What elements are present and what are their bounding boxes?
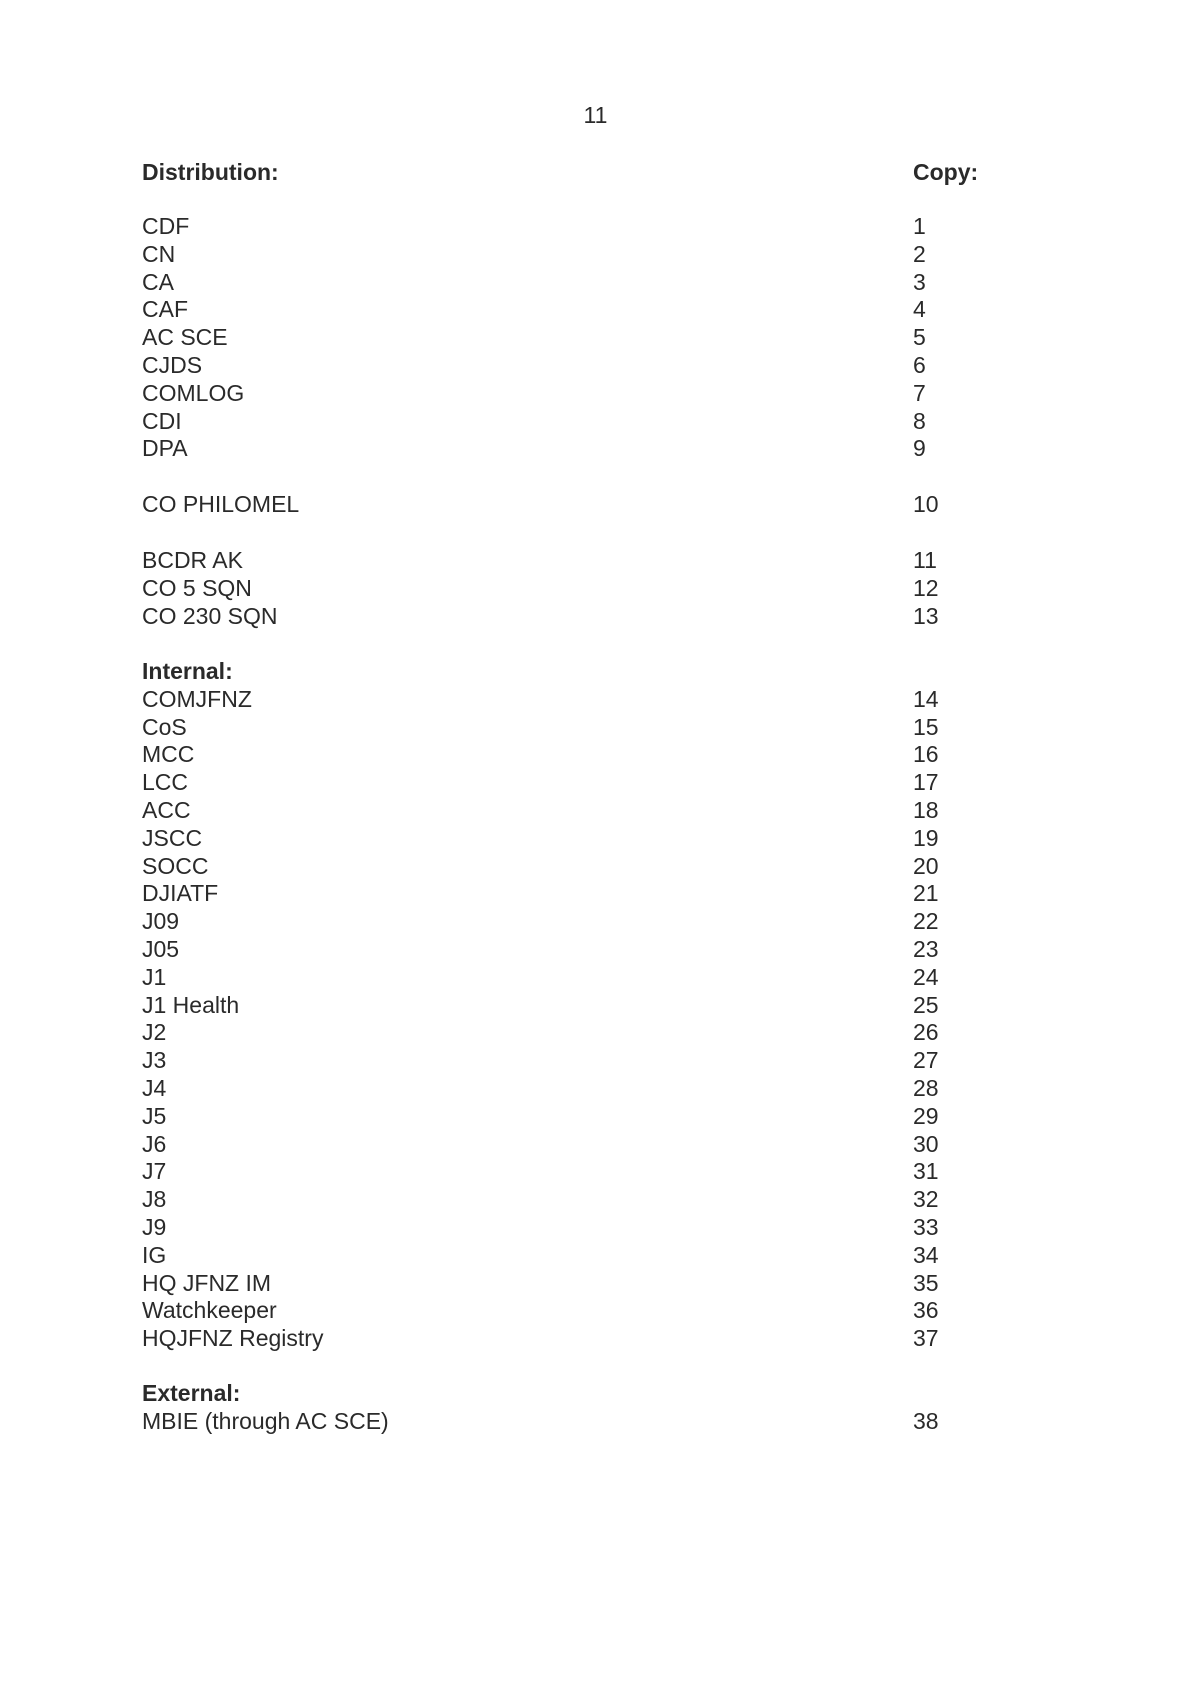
internal-section — [0, 658, 1191, 1353]
list-item — [0, 269, 1191, 297]
copy-number: 2 — [913, 240, 926, 267]
copy-number: 12 — [913, 574, 939, 601]
distribution-group-2 — [0, 491, 1191, 519]
copy-number: 20 — [913, 852, 939, 879]
list-item — [0, 547, 1191, 575]
recipient-name: CO 230 SQN — [142, 602, 278, 629]
copy-number: 13 — [913, 602, 939, 629]
list-item — [0, 603, 1191, 631]
list-item — [0, 1158, 1191, 1186]
copy-number: 25 — [913, 991, 939, 1018]
recipient-name: CAF — [142, 296, 188, 323]
copy-number: 4 — [913, 296, 926, 323]
distribution-header — [0, 156, 1191, 188]
internal-heading: Internal: — [142, 658, 233, 684]
recipient-name: CO 5 SQN — [142, 574, 252, 601]
copy-number: 15 — [913, 713, 939, 740]
list-item — [0, 324, 1191, 352]
list-item — [0, 213, 1191, 241]
copy-number: 22 — [913, 908, 939, 935]
external-heading: External: — [142, 1380, 241, 1406]
copy-number: 23 — [913, 935, 939, 962]
list-item — [0, 1131, 1191, 1159]
copy-number: 10 — [913, 491, 939, 517]
recipient-name: ACC — [142, 796, 191, 823]
list-item — [0, 686, 1191, 714]
recipient-name: CA — [142, 268, 174, 295]
copy-number: 34 — [913, 1241, 939, 1268]
recipient-name: MCC — [142, 741, 195, 768]
page-number: 11 — [583, 102, 608, 128]
list-item — [0, 408, 1191, 436]
copy-number: 5 — [913, 324, 926, 351]
list-item — [0, 1047, 1191, 1075]
recipient-name: COMJFNZ — [142, 685, 252, 712]
recipient-name: J1 Health — [142, 991, 240, 1018]
list-item — [0, 1214, 1191, 1242]
list-item — [0, 769, 1191, 797]
list-item — [0, 797, 1191, 825]
copy-number: 29 — [913, 1102, 939, 1129]
copy-number: 6 — [913, 351, 926, 378]
copy-number: 21 — [913, 880, 939, 907]
recipient-name: CO PHILOMEL — [142, 491, 300, 517]
copy-number: 17 — [913, 769, 939, 796]
distribution-group-1 — [0, 213, 1191, 463]
recipient-name: J7 — [142, 1158, 167, 1185]
list-item — [0, 575, 1191, 603]
recipient-name: CJDS — [142, 351, 203, 378]
list-item — [0, 992, 1191, 1020]
copy-number: 24 — [913, 963, 939, 990]
recipient-name: LCC — [142, 769, 189, 796]
list-item — [0, 435, 1191, 463]
recipient-name: CN — [142, 240, 176, 267]
recipient-name: Watchkeeper — [142, 1297, 277, 1324]
recipient-name: J2 — [142, 1019, 167, 1046]
list-item — [0, 1325, 1191, 1353]
list-item — [0, 1075, 1191, 1103]
list-item — [0, 853, 1191, 881]
recipient-name: J05 — [142, 935, 180, 962]
list-item — [0, 1297, 1191, 1325]
recipient-name: HQJFNZ Registry — [142, 1325, 324, 1352]
recipient-name: BCDR AK — [142, 547, 243, 573]
list-item — [0, 1103, 1191, 1131]
recipient-name: J1 — [142, 963, 167, 990]
copy-number: 33 — [913, 1213, 939, 1240]
copy-number: 38 — [913, 1407, 939, 1434]
recipient-name: IG — [142, 1241, 167, 1268]
recipient-name: CDI — [142, 407, 182, 434]
recipient-name: J3 — [142, 1047, 167, 1074]
recipient-name: CoS — [142, 713, 187, 740]
copy-number: 36 — [913, 1297, 939, 1324]
copy-number: 7 — [913, 379, 926, 406]
recipient-name: AC SCE — [142, 324, 228, 351]
recipient-name: DJIATF — [142, 880, 219, 907]
recipient-name: MBIE (through AC SCE) — [142, 1407, 389, 1434]
recipient-name: DPA — [142, 435, 188, 462]
distribution-label: Distribution: — [142, 159, 279, 185]
copy-number: 19 — [913, 824, 939, 851]
copy-number: 16 — [913, 741, 939, 768]
distribution-group-3 — [0, 547, 1191, 630]
list-item — [0, 380, 1191, 408]
list-item — [0, 741, 1191, 769]
recipient-name: J5 — [142, 1102, 167, 1129]
internal-heading-row — [0, 658, 1191, 686]
list-item — [0, 714, 1191, 742]
copy-number: 37 — [913, 1325, 939, 1352]
recipient-name: CDF — [142, 213, 190, 239]
list-item — [0, 241, 1191, 269]
recipient-name: J9 — [142, 1213, 167, 1240]
copy-number: 32 — [913, 1186, 939, 1213]
copy-number: 1 — [913, 213, 926, 239]
recipient-name: HQ JFNZ IM — [142, 1269, 272, 1296]
list-item — [0, 1242, 1191, 1270]
copy-number: 35 — [913, 1269, 939, 1296]
copy-number: 28 — [913, 1074, 939, 1101]
list-item — [0, 964, 1191, 992]
copy-number: 14 — [913, 685, 939, 712]
list-item — [0, 1408, 1191, 1436]
list-item — [0, 1270, 1191, 1298]
external-section — [0, 1380, 1191, 1436]
list-item — [0, 880, 1191, 908]
recipient-name: J09 — [142, 908, 180, 935]
recipient-name: SOCC — [142, 852, 209, 879]
list-item — [0, 491, 1191, 519]
copy-number: 3 — [913, 268, 926, 295]
list-item — [0, 296, 1191, 324]
list-item — [0, 936, 1191, 964]
copy-number: 30 — [913, 1130, 939, 1157]
copy-number: 27 — [913, 1047, 939, 1074]
list-item — [0, 1186, 1191, 1214]
copy-number: 8 — [913, 407, 926, 434]
copy-number: 31 — [913, 1158, 939, 1185]
copy-number: 26 — [913, 1019, 939, 1046]
recipient-name: J8 — [142, 1186, 167, 1213]
list-item — [0, 908, 1191, 936]
recipient-name: J6 — [142, 1130, 167, 1157]
copy-number: 18 — [913, 796, 939, 823]
copy-number: 9 — [913, 435, 926, 462]
copy-label: Copy: — [913, 159, 979, 185]
recipient-name: JSCC — [142, 824, 203, 851]
list-item — [0, 825, 1191, 853]
recipient-name: J4 — [142, 1074, 167, 1101]
list-item — [0, 352, 1191, 380]
recipient-name: COMLOG — [142, 379, 245, 406]
copy-number: 11 — [913, 547, 937, 573]
list-item — [0, 1019, 1191, 1047]
external-heading-row — [0, 1380, 1191, 1408]
